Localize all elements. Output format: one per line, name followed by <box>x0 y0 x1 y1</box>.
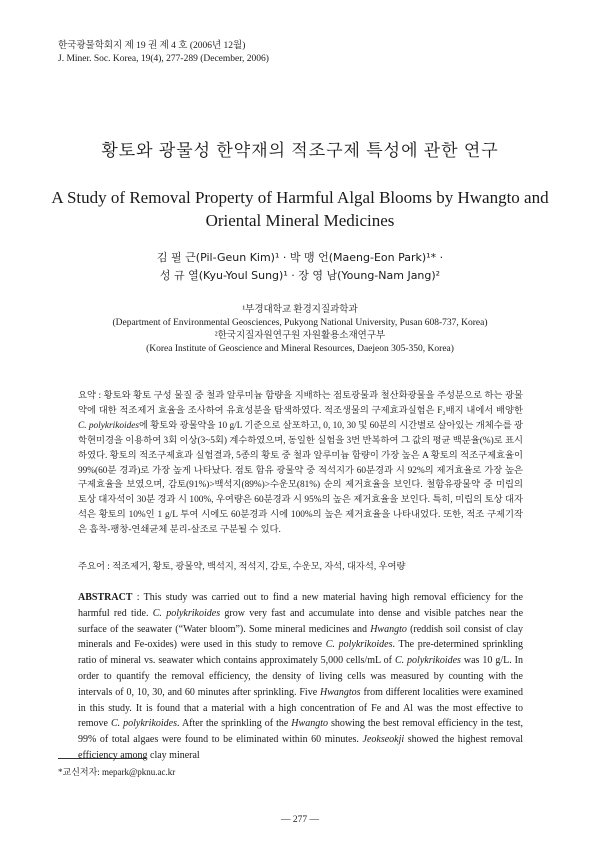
page-number: — 277 — <box>281 815 319 825</box>
abstract-english <box>78 590 523 764</box>
abstract-en-text: was 10 g/L. In order to quantify the removal efficiency, the density of living cells was measured by counting with the intervals of 0, 10, 30, and 60 minutes after sprinkling. Five <box>78 655 523 698</box>
journal-header <box>58 40 269 66</box>
jeokseokji-term: Jeokseokji <box>362 734 405 746</box>
abstract-label: ABSTRACT <box>78 592 133 603</box>
abstract-en-text: (reddish soil consist of clay minerals and Fe-oxides) were used in this study to remove <box>78 623 523 651</box>
author-list <box>0 249 600 285</box>
species-name: C. polykrikoides <box>152 607 221 619</box>
corresponding-author-footnote: *교신저자: mepark@pknu.ac.kr <box>58 767 176 777</box>
hwangto-term: Hwangto <box>370 623 407 635</box>
footnote-divider <box>58 758 146 759</box>
abstract-en-text: . After the sprinkling of the <box>177 718 292 730</box>
abstract-en-text: showing the best removal efficiency in the test, 99% of total algaes were found to be eliminated within 60 minutes. <box>78 718 523 746</box>
journal-citation-ko: 한국광물학회지 제 19 권 제 4 호 (2006년 12월) <box>58 41 246 51</box>
hwangto-term: Hwangtos <box>320 686 361 698</box>
keywords-korean: 주요어 : 적조제거, 황토, 광물약, 백석지, 적석지, 감토, 수운모, 자석, 대자석, 우여량 <box>78 562 406 572</box>
species-name: C. polykrikoides <box>325 639 393 651</box>
species-name: C. polykrikoides <box>78 420 139 431</box>
species-name: C. polykrikoides <box>110 718 178 730</box>
journal-citation-en: J. Miner. Soc. Korea, 19(4), 277-289 (December, 2006) <box>58 54 269 64</box>
title-english: A Study of Removal Property of Harmful Algal Blooms by Hwangto and Oriental Mineral Medicines <box>51 188 549 230</box>
abstract-en-text: . The pre-determined sprinkling ratio of mineral vs. seawater which contains approximately 5,000 cells/mL of <box>78 639 523 667</box>
affiliation-2-ko: ²한국지질자원연구원 자원활용소재연구부 <box>214 331 386 341</box>
abstract-en-text: grow very fast and accumulate into dense and visible patches near the surface of the seawater (“Water bloom”). Some mineral medicines and <box>78 607 524 635</box>
affiliation-1-ko: ¹부경대학교 환경지질과학과 <box>242 305 358 315</box>
species-name: C. polykrikoides <box>394 655 461 667</box>
abstract-en-text: : This study was carried out to find a new material having high removal efficiency for the harmful red tide. <box>78 592 523 619</box>
abstract-korean <box>78 389 523 538</box>
author-line-2: 성 규 열(Kyu-Youl Sung)¹ · 장 영 남(Young-Nam Jang)² <box>159 269 441 282</box>
affiliation-1-en: (Department of Environmental Geosciences, Pukyong National University, Pusan 608-737, Korea) <box>112 318 488 328</box>
abstract-ko-part-1: 요약 : 황토와 황토 구성 물질 중 철과 알루미늄 함량을 지배하는 점토광물과 철산화광물을 주성분으로 하는 광물약에 대한 적조제거 효율을 조사하여 유효성분을 탐색하였다. 적조생물의 구제효과실험은 F₂배지 내에서 배양한 <box>78 391 523 416</box>
abstract-en-text: from different localities were examined in this study. It is found that a material with a high concentration of Fe and Al was the most effective to remove <box>78 686 523 730</box>
author-line-1: 김 필 근(Pil-Geun Kim)¹ · 박 맹 언(Maeng-Eon Park)¹* · <box>156 251 444 264</box>
title-korean: 황토와 광물성 한약재의 적조구제 특성에 관한 연구 <box>101 141 499 160</box>
affiliation-2-en: (Korea Institute of Geoscience and Mineral Resources, Daejeon 305-350, Korea) <box>146 344 454 354</box>
abstract-ko-part-2: 에 황토와 광물약을 10 g/L 기준으로 살포하고, 0, 10, 30 및 60분의 시간별로 살아있는 개체수를 광학현미경을 이용하여 3회 이상(3~5회) 계수하였으며, 동일한 실험을 3번 반복하여 그 값의 평균 백분율(%)로 표시하였다. 황토의 적조구제효과 실험결과, 5종의 황토 중 철과 알루미늄 함량이 가장 높은 A 황토의 적조구제효율이 99%(60분 경과)로 가장 높게 나타났다. 점토 함유 광물약 중 적석지가 60분경과 시 92%의 제거효율로 가장 높은 구제효율을 보였으며, 감토(91%)>백석지(89%)>수운모(81%) 순의 제거효율을 보인다. 철함유광물약 중 미립의 토상 대자석이 30분 경과 시 100%, 우여량은 60분경과 시 95%의 높은 제거효율을 보인다. 특히, 미립의 토상 대자석은 황토의 10%인 1 g/L 투여 시에도 60분경과 시에 100%의 높은 제거효율을 나타내었다. 또한, 적조 구제기작은 흡착-팽창-연쇄균체 분리-살조로 구분될 수 있다. <box>78 420 524 536</box>
hwangto-term: Hwangto <box>291 718 328 730</box>
abstract-en-text: showed the highest removal efficiency among clay mineral <box>78 734 523 761</box>
affiliations <box>0 304 600 356</box>
